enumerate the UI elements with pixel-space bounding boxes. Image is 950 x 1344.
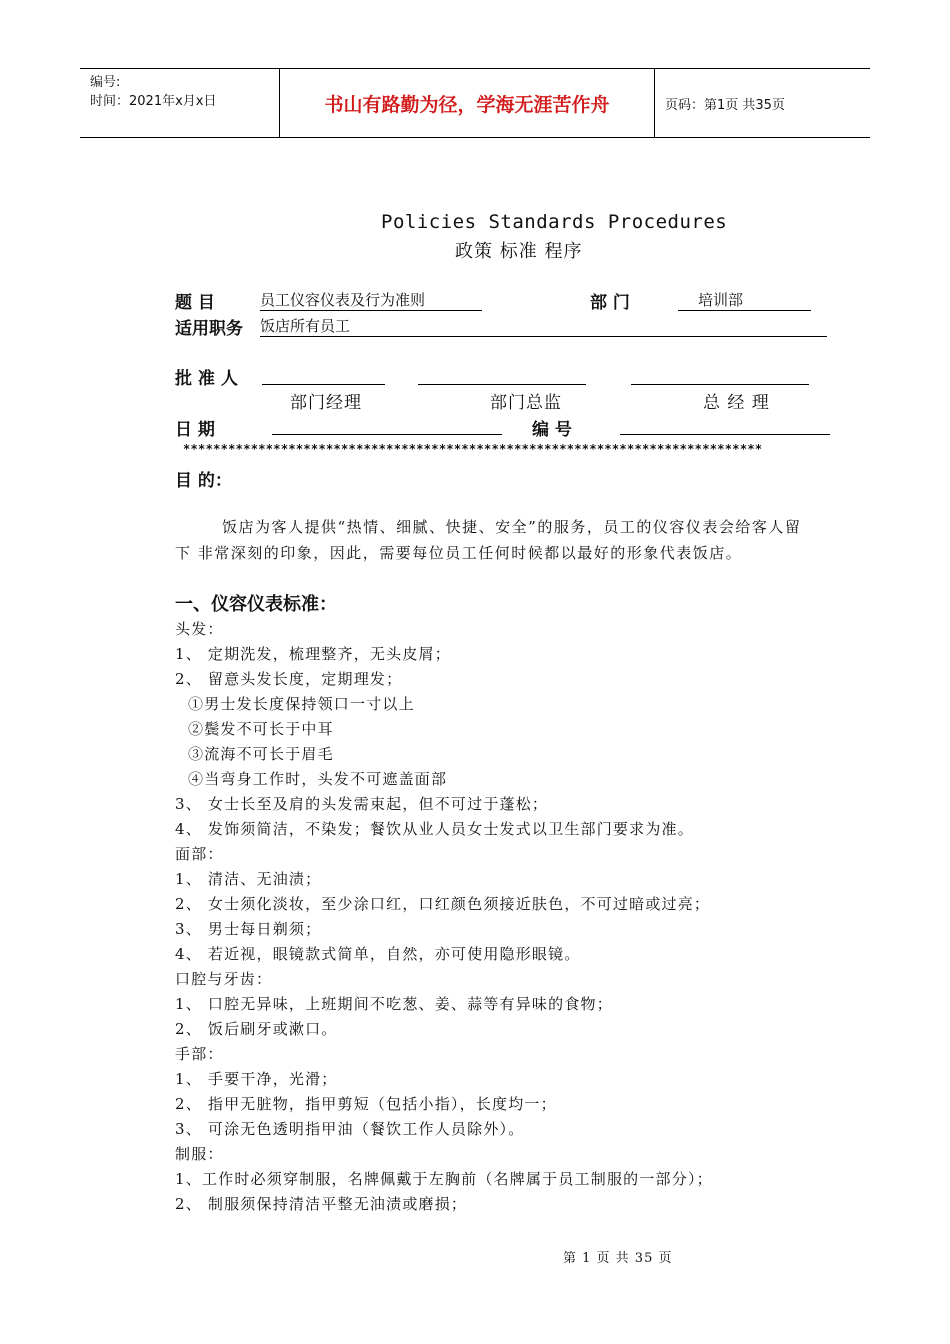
position-value: 饭店所有员工 [260, 315, 827, 337]
number-line [620, 414, 830, 435]
purpose-para-line-1: 饭店为客人提供“热情、细腻、快捷、安全”的服务，员工的仪容仪表会给客人留 [222, 518, 802, 536]
subject-value: 员工仪容仪表及行为准则 [260, 289, 482, 311]
purpose-label: 目 的： [175, 471, 232, 491]
list-item: 1、 手要干净，光滑； [175, 1070, 338, 1088]
list-item: 口腔与牙齿： [175, 970, 273, 988]
dept-label: 部 门 [590, 293, 630, 313]
list-item: 4、 若近视，眼镜款式简单，自然，亦可使用隐形眼镜。 [175, 945, 581, 963]
header-meta-cell [80, 69, 280, 137]
list-item: 手部： [175, 1045, 224, 1063]
list-item: 制服： [175, 1145, 224, 1163]
sig-general-manager: 总 经 理 [703, 393, 770, 413]
signature-line-2 [418, 364, 586, 385]
page-info: 页码：第1页 共35页 [665, 97, 785, 113]
number-label: 编 号 [532, 420, 572, 440]
date-line [272, 414, 502, 435]
list-item: 2、 女士须化淡妆，至少涂口红，口红颜色须接近肤色，不可过暗或过亮； [175, 895, 711, 913]
purpose-para-line-2: 下 非常深刻的印象，因此，需要每位员工任何时候都以最好的形象代表饭店。 [175, 544, 743, 562]
signature-line-3 [631, 364, 809, 385]
list-item: 3、 男士每日剃须； [175, 920, 322, 938]
list-item: 2、 饭后刷牙或漱口。 [175, 1020, 338, 1038]
date-label: 日 期 [175, 420, 215, 440]
separator: ***************************************************************************** [183, 442, 763, 456]
list-item: ②鬓发不可长于中耳 [188, 720, 334, 738]
list-item: ①男士发长度保持领口一寸以上 [188, 695, 415, 713]
list-item: ③流海不可长于眉毛 [188, 745, 334, 763]
subject-label: 题 目 [175, 293, 215, 313]
section-heading: 一、仪容仪表标准： [175, 594, 337, 615]
code-label: 编号: [90, 75, 121, 90]
list-item: ④当弯身工作时，头发不可遮盖面部 [188, 770, 448, 788]
list-item: 2、 制服须保持清洁平整无油渍或磨损； [175, 1195, 468, 1213]
list-item: 2、 留意头发长度，定期理发； [175, 670, 403, 688]
position-label: 适用职务 [175, 319, 243, 339]
list-item: 4、 发饰须简洁，不染发；餐饮从业人员女士发式以卫生部门要求为准。 [175, 820, 694, 838]
approver-label: 批 准 人 [175, 369, 238, 389]
header-table [80, 68, 870, 138]
title-english: Policies Standards Procedures [381, 211, 728, 233]
sig-dept-director: 部门总监 [490, 393, 562, 413]
sig-dept-manager: 部门经理 [290, 393, 362, 413]
list-item: 3、 可涂无色透明指甲油（餐饮工作人员除外）。 [175, 1120, 525, 1138]
page-footer: 第 1 页 共 35 页 [563, 1251, 673, 1266]
list-item: 2、 指甲无脏物，指甲剪短（包括小指），长度均一； [175, 1095, 557, 1113]
time-label: 时间：2021年x月x日 [90, 94, 217, 109]
list-item: 1、 定期洗发，梳理整齐，无头皮屑； [175, 645, 451, 663]
list-item: 面部： [175, 845, 224, 863]
list-item: 1、 清洁、无油渍； [175, 870, 322, 888]
dept-value: 培训部 [678, 289, 811, 311]
list-item: 1、工作时必须穿制服，名牌佩戴于左胸前（名牌属于员工制服的一部分）； [175, 1170, 713, 1188]
list-item: 头发： [175, 620, 224, 638]
title-chinese: 政策 标准 程序 [455, 241, 583, 262]
motto: 书山有路勤为径，学海无涯苦作舟 [280, 69, 655, 137]
list-item: 3、 女士长至及肩的头发需束起，但不可过于蓬松； [175, 795, 549, 813]
signature-line-1 [262, 364, 385, 385]
list-item: 1、 口腔无异味，上班期间不吃葱、姜、蒜等有异味的食物； [175, 995, 613, 1013]
